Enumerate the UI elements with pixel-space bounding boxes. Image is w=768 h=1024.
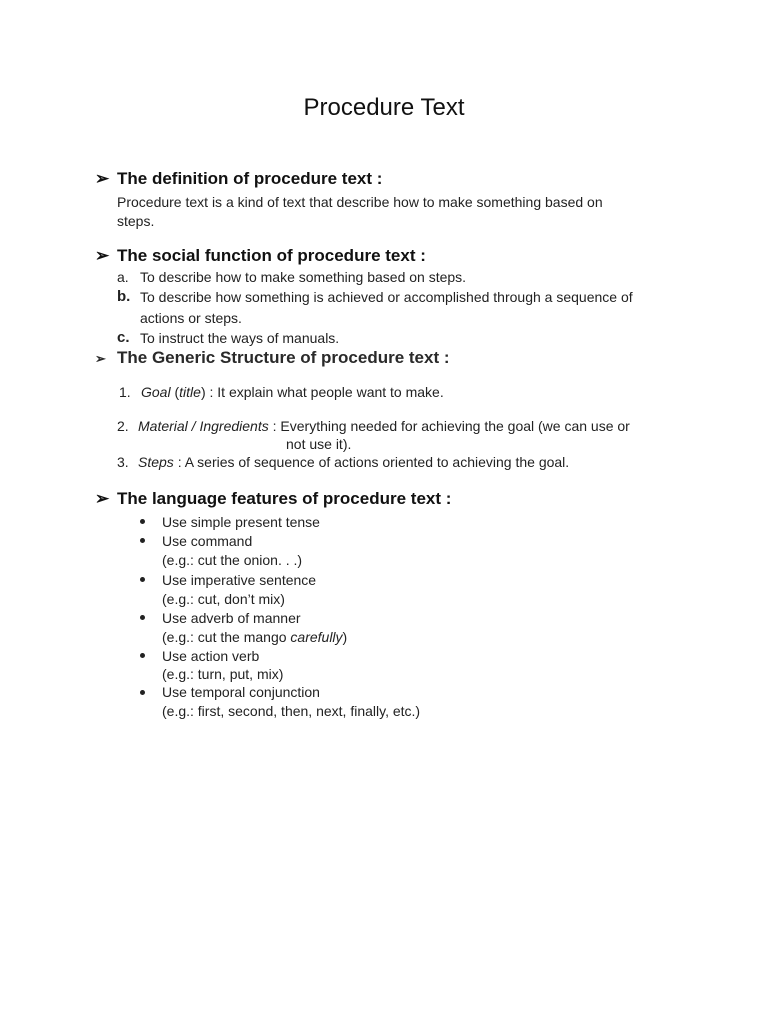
list-marker: 3.	[117, 454, 129, 470]
list-item-text: Use simple present tense	[162, 514, 320, 530]
term: Goal	[141, 384, 171, 400]
list-item-text: actions or steps.	[140, 310, 242, 326]
bullet-dot-icon	[140, 690, 145, 695]
text-segment: : Everything needed for achieving the goal (we can use or	[268, 418, 630, 434]
list-item-text	[141, 383, 444, 402]
list-item-example: (e.g.: cut the onion. . .)	[162, 552, 303, 568]
list-item-example: (e.g.: turn, put, mix)	[162, 666, 284, 682]
arrow-bullet-icon: ➢	[95, 351, 106, 366]
text-segment: ) : It explain what people want to make.	[200, 384, 444, 400]
list-item-text: Use command	[162, 533, 253, 549]
arrow-bullet-icon: ➢	[95, 169, 110, 188]
arrow-bullet-icon: ➢	[95, 489, 110, 508]
section-heading-language-features	[95, 489, 451, 509]
bullet-dot-icon	[140, 538, 145, 543]
list-item-text: To describe how something is achieved or accomplished through a sequence of	[140, 289, 633, 305]
bullet-dot-icon	[140, 653, 145, 658]
text-segment: )	[342, 629, 348, 645]
list-item-text: To describe how to make something based on steps.	[140, 269, 467, 285]
page-title: Procedure Text	[303, 94, 465, 121]
heading-text: The language features of procedure text :	[117, 489, 452, 508]
bullet-dot-icon	[140, 519, 145, 524]
heading-text: The Generic Structure of procedure text :	[117, 348, 450, 367]
term: Steps	[138, 454, 174, 470]
text-segment: (	[170, 384, 180, 400]
bullet-dot-icon	[140, 577, 145, 582]
list-item-example	[162, 628, 347, 647]
list-item-example: (e.g.: first, second, then, next, finally, etc.)	[162, 703, 421, 719]
term: title	[179, 384, 201, 400]
list-marker: b.	[117, 288, 131, 305]
list-marker: 2.	[117, 418, 129, 434]
section-heading-definition	[95, 169, 382, 189]
list-item-text: Use temporal conjunction	[162, 684, 320, 700]
list-marker: a.	[117, 269, 129, 285]
emphasis: carefully	[290, 629, 343, 645]
list-item-example: (e.g.: cut, don’t mix)	[162, 591, 285, 607]
list-item-text	[138, 453, 569, 472]
text-segment: : A series of sequence of actions oriented to achieving the goal.	[173, 454, 570, 470]
list-marker: 1.	[119, 384, 131, 400]
list-item-text: Use imperative sentence	[162, 572, 317, 588]
heading-text: The definition of procedure text :	[117, 169, 383, 188]
definition-body-line: Procedure text is a kind of text that describe how to make something based on	[117, 194, 603, 210]
list-item-text: Use action verb	[162, 648, 260, 664]
heading-text: The social function of procedure text :	[117, 246, 426, 265]
list-item-text: To instruct the ways of manuals.	[140, 330, 340, 346]
text-segment: (e.g.: cut the mango	[162, 629, 291, 645]
term: Material / Ingredients	[138, 418, 269, 434]
arrow-bullet-icon: ➢	[95, 246, 110, 265]
bullet-dot-icon	[140, 615, 145, 620]
list-item-text: Use adverb of manner	[162, 610, 301, 626]
section-heading-generic-structure	[95, 348, 450, 369]
list-item-text	[138, 417, 630, 436]
definition-body-line: steps.	[117, 213, 155, 229]
list-item-text: not use it).	[286, 436, 352, 452]
list-marker: c.	[117, 329, 130, 346]
section-heading-social-function	[95, 246, 426, 266]
